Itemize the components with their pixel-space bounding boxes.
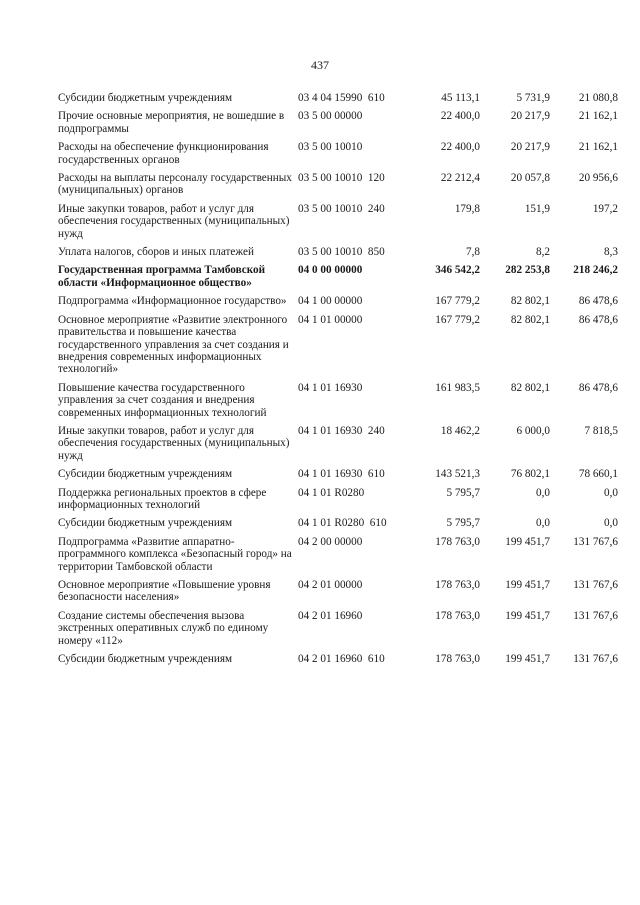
row-code: 03 5 00 10010 850 (298, 246, 385, 259)
table-row (58, 172, 618, 197)
row-value-3: 131 767,6 (573, 653, 618, 666)
row-name: Уплата налогов, сборов и иных платежей (58, 246, 254, 259)
row-value-2: 0,0 (536, 517, 550, 530)
row-value-1: 45 113,1 (441, 92, 480, 104)
table-row (58, 110, 618, 135)
row-value-2: 76 802,1 (510, 468, 550, 481)
row-value-3: 78 660,1 (578, 468, 618, 481)
row-value-3: 197,2 (592, 202, 618, 215)
row-value-1: 5 795,7 (446, 486, 480, 499)
row-value-2: 20 217,9 (510, 141, 550, 154)
table-row (58, 382, 618, 419)
table-row (58, 141, 618, 166)
row-code: 04 1 01 R0280 610 (298, 517, 387, 530)
row-code: 03 5 00 00000 (298, 110, 363, 123)
row-value-2: 82 802,1 (510, 381, 550, 394)
row-value-2: 82 802,1 (510, 295, 550, 308)
row-value-2: 199 451,7 (505, 653, 550, 666)
row-value-3: 8,3 (604, 246, 618, 259)
row-value-3: 20 956,6 (578, 172, 618, 185)
row-code: 04 1 00 00000 (298, 295, 363, 308)
table-row (58, 487, 618, 512)
row-name: Субсидии бюджетным учреждениям (58, 92, 233, 104)
row-value-2: 82 802,1 (510, 313, 550, 326)
row-code: 04 1 01 00000 (298, 313, 363, 326)
row-value-1: 5 795,7 (446, 517, 480, 530)
table-row (58, 246, 618, 258)
row-name: Подпрограмма «Развитие аппаратно-программного комплекса «Безопасный город» на территории Тамбовской области (58, 535, 292, 573)
row-code: 03 5 00 10010 (298, 141, 363, 154)
row-code: 03 4 04 15990 610 (298, 92, 385, 104)
row-code: 04 1 01 R0280 (298, 486, 365, 499)
row-name: Поддержка региональных проектов в сфере информационных технологий (58, 486, 267, 511)
row-value-3: 0,0 (604, 517, 618, 530)
row-value-3: 131 767,6 (573, 535, 618, 548)
row-code: 04 2 01 16960 610 (298, 653, 385, 666)
row-name: Расходы на выплаты персоналу государственных (муниципальных) органов (58, 172, 292, 197)
row-value-3: 131 767,6 (573, 609, 618, 622)
row-value-2: 199 451,7 (505, 535, 550, 548)
page-number: 437 (311, 58, 329, 72)
row-value-1: 22 400,0 (440, 110, 480, 123)
row-code: 04 2 01 16960 (298, 609, 363, 622)
row-name: Основное мероприятие «Развитие электронного правительства и повышение качества государственного управления за счет создания и внедрения современных информационных технологий» (58, 313, 289, 376)
row-value-2: 20 217,9 (510, 110, 550, 123)
row-code: 04 2 00 00000 (298, 535, 363, 548)
row-value-3: 218 246,2 (573, 264, 618, 277)
row-value-2: 20 057,8 (510, 172, 550, 185)
row-value-2: 6 000,0 (516, 424, 550, 437)
table-row (58, 536, 618, 573)
table-row (58, 295, 618, 307)
row-name: Прочие основные мероприятия, не вошедшие в подпрограммы (58, 110, 285, 135)
row-value-2: 5 731,9 (516, 92, 550, 104)
row-value-1: 167 779,2 (435, 295, 480, 308)
row-name: Создание системы обеспечения вызова экстренных оперативных служб по единому номеру «112» (58, 609, 269, 647)
row-value-2: 282 253,8 (505, 264, 550, 277)
row-value-3: 21 162,1 (578, 141, 618, 154)
row-value-1: 179,8 (454, 202, 480, 215)
table-row (58, 425, 618, 462)
table-row (58, 579, 618, 604)
row-name: Основное мероприятие «Повышение уровня безопасности населения» (58, 579, 271, 604)
row-code: 03 5 00 10010 240 (298, 202, 385, 215)
row-value-1: 18 462,2 (440, 424, 480, 437)
table-row (58, 92, 618, 104)
row-name: Субсидии бюджетным учреждениям (58, 517, 233, 530)
row-value-1: 7,8 (466, 246, 480, 259)
row-value-2: 199 451,7 (505, 579, 550, 591)
row-name: Повышение качества государственного управления за счет создания и внедрения современных информационных технологий (58, 381, 267, 419)
row-value-1: 22 212,4 (440, 172, 480, 185)
row-value-2: 0,0 (536, 486, 550, 499)
table-row (58, 468, 618, 480)
row-value-3: 7 818,5 (584, 424, 618, 437)
row-value-1: 178 763,0 (435, 579, 480, 591)
budget-table (58, 92, 618, 671)
row-value-3: 131 767,6 (573, 579, 618, 591)
row-value-1: 143 521,3 (435, 468, 480, 481)
row-value-3: 86 478,6 (578, 295, 618, 308)
row-name: Расходы на обеспечение функционирования государственных органов (58, 141, 269, 166)
row-value-3: 86 478,6 (578, 381, 618, 394)
row-value-1: 178 763,0 (435, 609, 480, 622)
table-row (58, 264, 618, 289)
row-value-2: 8,2 (536, 246, 550, 259)
row-value-3: 86 478,6 (578, 313, 618, 326)
row-value-3: 21 080,8 (578, 92, 618, 104)
row-code: 03 5 00 10010 120 (298, 172, 385, 185)
row-code: 04 1 01 16930 (298, 381, 363, 394)
row-value-3: 21 162,1 (578, 110, 618, 123)
table-row (58, 517, 618, 529)
row-name: Субсидии бюджетным учреждениям (58, 468, 233, 481)
row-code: 04 0 00 00000 (298, 264, 363, 277)
row-code: 04 1 01 16930 240 (298, 424, 385, 437)
row-code: 04 2 01 00000 (298, 579, 363, 591)
row-value-2: 151,9 (524, 202, 550, 215)
row-name: Подпрограмма «Информационное государство» (58, 295, 287, 308)
row-name: Иные закупки товаров, работ и услуг для обеспечения государственных (муниципальных) нужд (58, 202, 290, 240)
table-row (58, 610, 618, 647)
row-value-1: 178 763,0 (435, 653, 480, 666)
row-code: 04 1 01 16930 610 (298, 468, 385, 481)
table-row (58, 203, 618, 240)
table-row (58, 653, 618, 665)
row-name: Иные закупки товаров, работ и услуг для обеспечения государственных (муниципальных) нужд (58, 424, 290, 462)
row-value-3: 0,0 (604, 486, 618, 499)
row-name: Государственная программа Тамбовской области «Информационное общество» (58, 264, 266, 289)
row-value-1: 167 779,2 (435, 313, 480, 326)
table-row (58, 314, 618, 376)
row-value-1: 161 983,5 (435, 381, 480, 394)
row-value-1: 346 542,2 (435, 264, 480, 277)
row-name: Субсидии бюджетным учреждениям (58, 653, 233, 666)
row-value-1: 178 763,0 (435, 535, 480, 548)
row-value-1: 22 400,0 (440, 141, 480, 154)
row-value-2: 199 451,7 (505, 609, 550, 622)
